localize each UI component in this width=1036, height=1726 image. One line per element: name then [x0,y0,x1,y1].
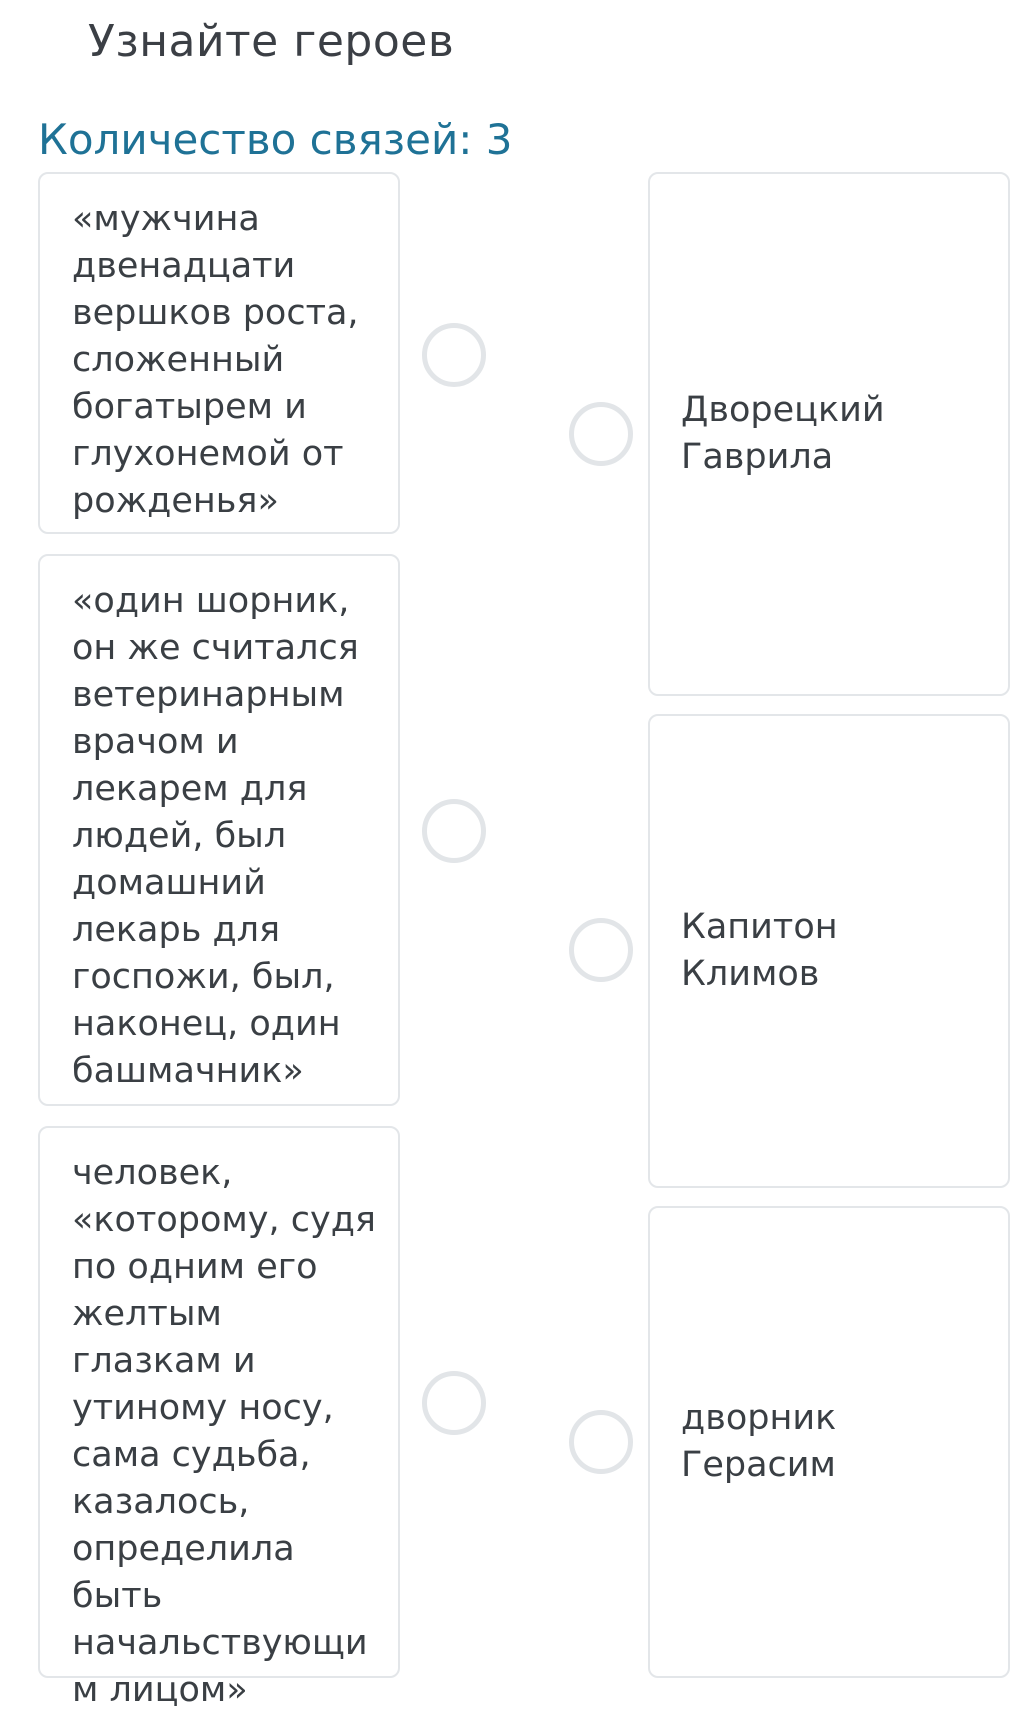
right-connector-1[interactable] [569,402,633,466]
left-connector-2[interactable] [422,799,486,863]
page-title: Узнайте героев [88,16,455,67]
right-card-2[interactable] [648,714,1010,1188]
left-card-3[interactable] [38,1126,400,1710]
left-card-3-text: человек, «которому, судя по одним его желтым глазкам и утиному носу, сама судьба, казалось, определила быть начальствующим лицом» [72,1153,376,1710]
right-connector-2[interactable] [569,918,633,982]
connections-count: Количество связей: 3 [38,115,513,164]
left-card-1[interactable] [38,172,400,534]
left-card-1-text: «мужчина двенадцати вершков роста, сложенный богатырем и глухонемой от рожденья» [72,199,359,521]
right-card-1[interactable] [648,172,1010,696]
left-card-2[interactable] [38,554,400,1106]
left-connector-1[interactable] [422,323,486,387]
right-card-2-text: Капитон Климов [681,907,838,994]
left-card-2-text: «один шорник, он же считался ветеринарным врачом и лекарем для людей, был домашний лекарь для госпожи, был, наконец, один башмачник» [72,581,359,1091]
right-card-3-text: дворник Герасим [681,1398,837,1485]
right-connector-3[interactable] [569,1410,633,1474]
left-connector-3[interactable] [422,1371,486,1435]
right-card-1-text: Дворецкий Гаврила [681,390,885,477]
right-card-3[interactable] [648,1206,1010,1678]
